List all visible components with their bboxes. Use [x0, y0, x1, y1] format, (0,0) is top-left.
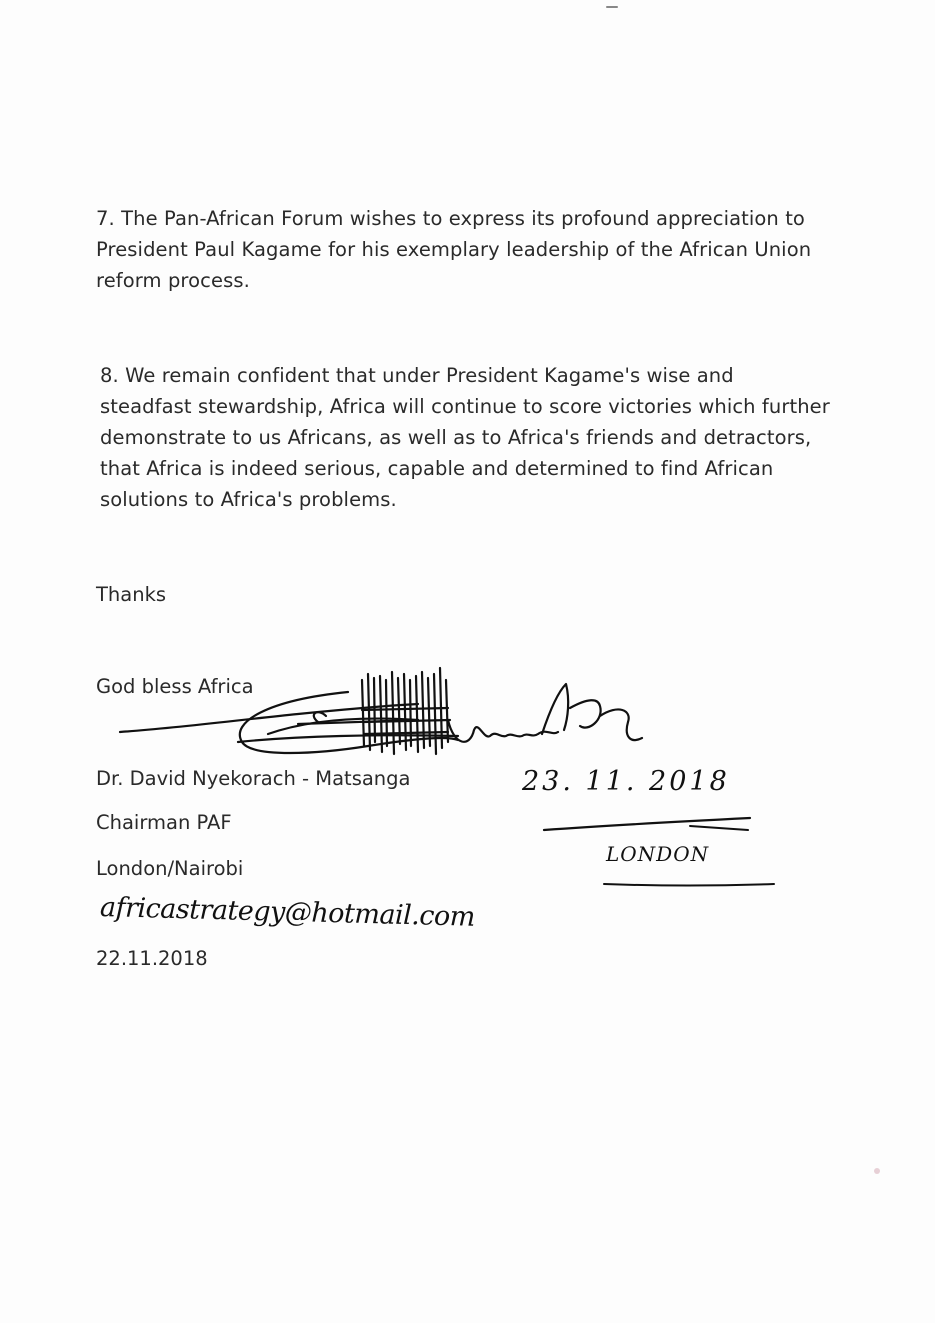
- paper-speck: [874, 1168, 880, 1174]
- closing-thanks: Thanks: [96, 583, 167, 606]
- signatory-name: Dr. David Nyekorach - Matsanga: [96, 767, 411, 790]
- scan-mark: [606, 6, 618, 8]
- signatory-title: Chairman PAF: [96, 811, 232, 834]
- handwritten-date: 23. 11. 2018: [522, 766, 730, 797]
- closing-blessing: God bless Africa: [96, 675, 254, 698]
- paragraph-8: 8. We remain confident that under President Kagame's wise and steadfast stewardship, Africa will continue to score victories which further demonstrate to us Africans, as well as to Africa's friends and detractors, that Africa is indeed serious, capable and determined to find African solutions to Africa's problems.: [100, 364, 830, 511]
- handwritten-place-underline: [598, 874, 778, 890]
- paragraph-7: 7. The Pan-African Forum wishes to express its profound appreciation to President Paul Kagame for his exemplary leadership of the African Union reform process.: [96, 207, 812, 292]
- handwritten-email: africastrategy@hotmail.com: [99, 892, 476, 933]
- handwritten-rule-mark: [540, 812, 755, 838]
- handwritten-signature: [118, 650, 678, 770]
- handwritten-place: LONDON: [606, 842, 710, 866]
- typed-date: 22.11.2018: [96, 947, 208, 970]
- signatory-location: London/Nairobi: [96, 857, 244, 880]
